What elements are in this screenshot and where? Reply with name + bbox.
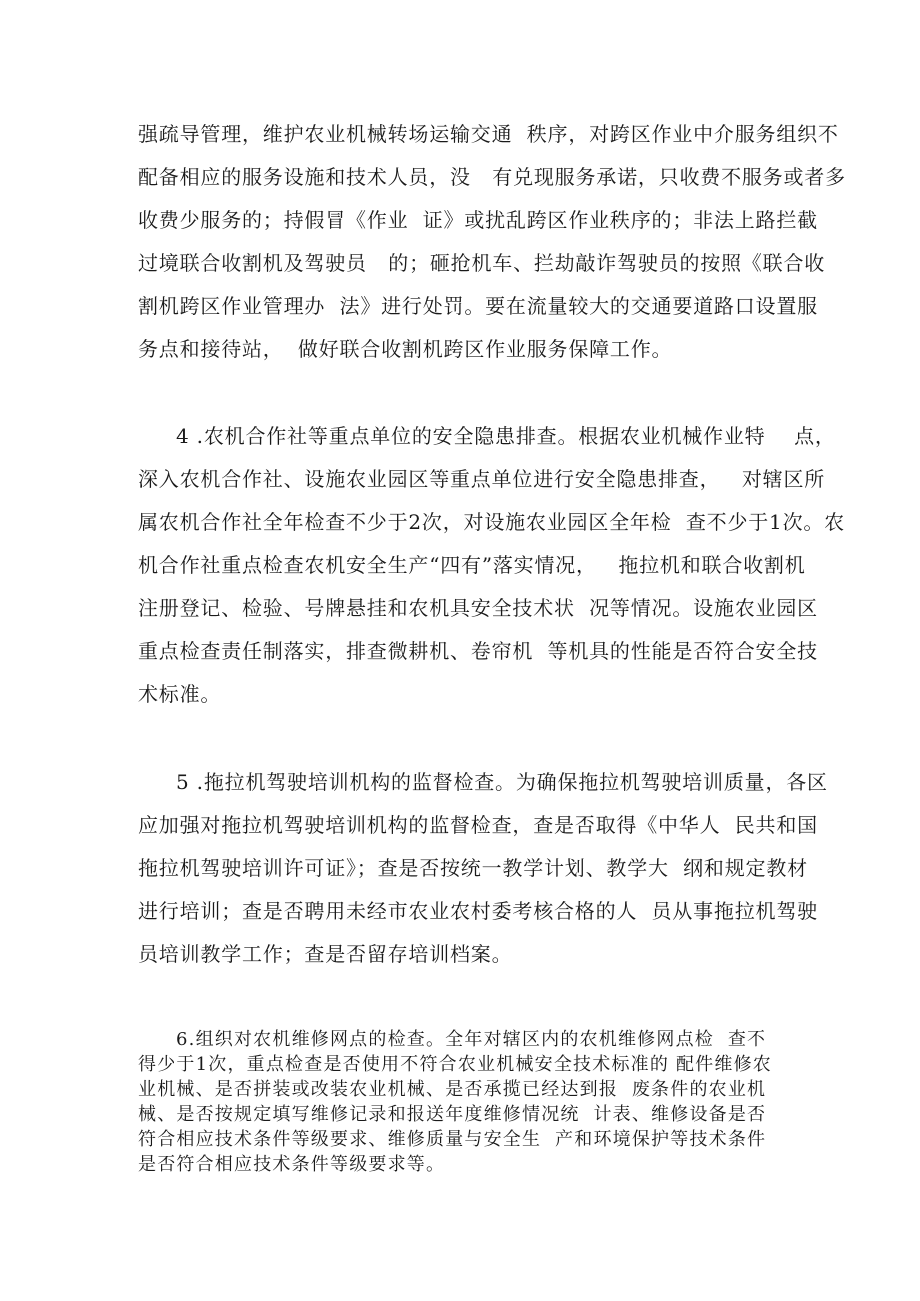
paragraph-item-4 — [138, 415, 845, 716]
text-line: 收费少服务的；持假冒《作业 证》或扰乱跨区作业秩序的；非法上路拦截 — [138, 208, 818, 232]
paragraph-traffic-order — [138, 113, 846, 371]
text-line: 业机械、是否拼装或改装农业机械、是否承揽已经达到报 废条件的农业机 — [138, 1079, 767, 1100]
text-line: 拖拉机驾驶培训许可证》；查是否按统一教学计划、教学大 纲和规定教材 — [138, 856, 808, 880]
paragraph-item-5 — [138, 761, 828, 976]
text-line: 属农机合作社全年检查不少于2次，对设施农业园区全年检 查不少于1次。农 — [138, 510, 845, 534]
text-line: 得少于1次，重点检查是否使用不符合农业机械安全技术标准的 配件维修农 — [138, 1054, 772, 1075]
text-line: 是否符合相应技术条件等级要求等。 — [138, 1154, 446, 1175]
text-line: 5 .拖拉机驾驶培训机构的监督检查。为确保拖拉机驾驶培训质量，各区 — [176, 770, 828, 794]
text-line: 6.组织对农机维修网点的检查。全年对辖区内的农机维修网点检 查不 — [176, 1029, 767, 1050]
text-line: 术标准。 — [138, 682, 222, 706]
text-line: 重点检查责任制落实，排查微耕机、卷帘机 等机具的性能是否符合安全技 — [138, 639, 818, 663]
text-line: 深入农机合作社、设施农业园区等重点单位进行安全隐患排查， 对辖区所 — [138, 467, 826, 491]
text-line: 配备相应的服务设施和技术人员，没 有兑现服务承诺，只收费不服务或者多 — [138, 165, 846, 189]
text-line: 强疏导管理，维护农业机械转场运输交通 秩序，对跨区作业中介服务组织不 — [138, 122, 839, 146]
text-line: 进行培训；查是否聘用未经市农业农村委考核合格的人 员从事拖拉机驾驶 — [138, 899, 818, 923]
text-line: 割机跨区作业管理办 法》进行处罚。要在流量较大的交通要道路口设置服 — [138, 294, 818, 318]
text-line: 4 .农机合作社等重点单位的安全隐患排查。根据农业机械作业特 点， — [176, 424, 836, 448]
text-line: 过境联合收割机及驾驶员 的；砸抢机车、拦劫敲诈驾驶员的按照《联合收 — [138, 251, 826, 275]
text-line: 机合作社重点检查农机安全生产“四有”落实情况， 拖拉机和联合收割机 — [138, 553, 806, 577]
text-line: 械、是否按规定填写维修记录和报送年度维修情况统 计表、维修设备是否 — [138, 1104, 767, 1125]
text-line: 符合相应技术条件等级要求、维修质量与安全生 产和环境保护等技术条件 — [138, 1129, 767, 1150]
text-line: 务点和接待站， 做好联合收割机跨区作业服务保障工作。 — [138, 337, 673, 361]
text-line: 应加强对拖拉机驾驶培训机构的监督检查，查是否取得《中华人 民共和国 — [138, 813, 818, 837]
text-line: 员培训教学工作；查是否留存培训档案。 — [138, 942, 513, 966]
paragraph-item-6 — [138, 1027, 798, 1177]
text-line: 注册登记、检验、号牌悬挂和农机具安全技术状 况等情况。设施农业园区 — [138, 596, 818, 620]
